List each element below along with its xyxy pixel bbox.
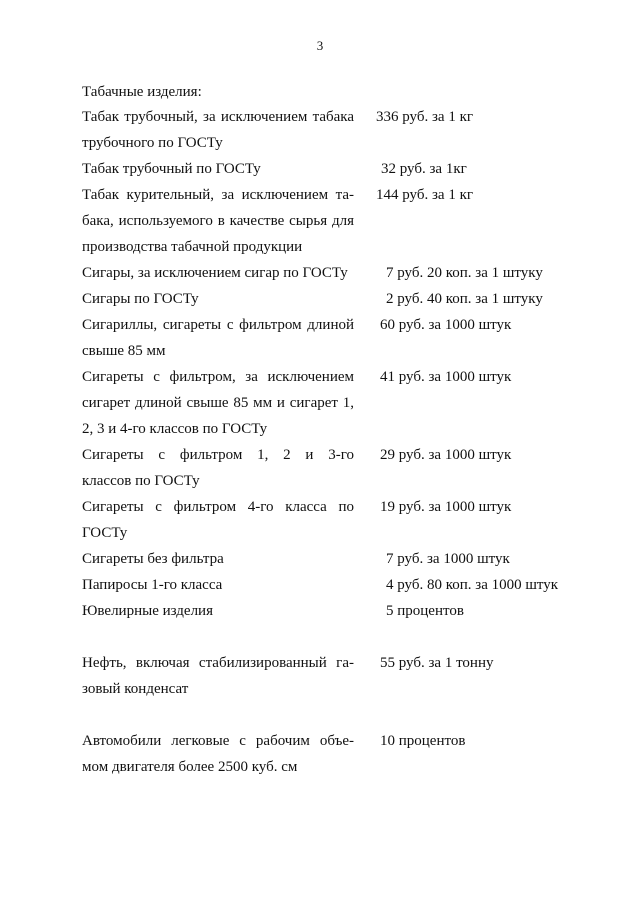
item-rate: 32 руб. за 1кг <box>381 161 467 177</box>
item-description <box>82 598 354 624</box>
item-line: классов по ГОСТу <box>82 473 200 489</box>
item-description <box>82 364 354 442</box>
item-line: Нефть, включая стабилизированный га- <box>82 655 354 671</box>
item-rate: 144 руб. за 1 кг <box>376 187 474 203</box>
item-line: Табак трубочный, за исключением табака <box>82 109 354 125</box>
item-line: бака, используемого в качестве сырья для <box>82 213 354 229</box>
item-rate: 4 руб. 80 коп. за 1000 штук <box>386 577 559 593</box>
item-line: Сигары по ГОСТу <box>82 291 199 307</box>
item-line: ГОСТу <box>82 525 128 541</box>
item-line: сигарет длиной свыше 85 мм и сигарет 1, <box>82 395 354 411</box>
item-rate: 55 руб. за 1 тонну <box>380 655 494 671</box>
item-description <box>82 650 354 702</box>
item-rate: 10 процентов <box>380 733 466 749</box>
item-line: Сигареты без фильтра <box>82 551 224 567</box>
item-line: Сигареты с фильтром 1, 2 и 3-го <box>82 447 354 463</box>
item-description <box>82 104 354 156</box>
item-line: мом двигателя более 2500 куб. см <box>82 759 298 775</box>
item-line: Автомобили легковые с рабочим объе- <box>82 733 354 749</box>
item-rate: 29 руб. за 1000 штук <box>380 447 512 463</box>
item-line: трубочного по ГОСТу <box>82 135 223 151</box>
item-line: Табак трубочный по ГОСТу <box>82 161 261 177</box>
item-line: свыше 85 мм <box>82 343 166 359</box>
item-rate: 41 руб. за 1000 штук <box>380 369 512 385</box>
item-rate: 336 руб. за 1 кг <box>376 109 474 125</box>
item-line: Табак курительный, за исключением та- <box>82 187 354 203</box>
item-line: Сигареты с фильтром 4-го класса по <box>82 499 354 515</box>
item-line: 2, 3 и 4-го классов по ГОСТу <box>82 421 268 437</box>
page-number: 3 <box>316 38 324 53</box>
item-description <box>82 442 354 494</box>
item-description <box>82 286 354 312</box>
item-line: Сигары, за исключением сигар по ГОСТу <box>82 265 348 281</box>
item-description <box>82 494 354 546</box>
item-rate: 7 руб. за 1000 штук <box>386 551 510 567</box>
item-rate: 19 руб. за 1000 штук <box>380 499 512 515</box>
item-description <box>82 728 354 780</box>
item-description <box>82 156 354 182</box>
item-line: зовый конденсат <box>82 681 189 697</box>
item-line: Сигареты с фильтром, за исключением <box>82 369 354 385</box>
item-description <box>82 572 354 598</box>
item-description <box>82 260 354 286</box>
item-rate: 60 руб. за 1000 штук <box>380 317 512 333</box>
section-title: Табачные изделия: <box>82 84 202 100</box>
item-rate: 7 руб. 20 коп. за 1 штуку <box>386 265 543 281</box>
item-rate: 5 процентов <box>386 603 464 619</box>
item-line: производства табачной продукции <box>82 239 303 255</box>
item-description <box>82 182 354 260</box>
item-line: Ювелирные изделия <box>82 603 213 619</box>
item-rate: 2 руб. 40 коп. за 1 штуку <box>386 291 543 307</box>
item-line: Папиросы 1-го класса <box>82 577 223 593</box>
item-line: Сигариллы, сигареты с фильтром длиной <box>82 317 354 333</box>
item-description <box>82 312 354 364</box>
item-description <box>82 546 354 572</box>
